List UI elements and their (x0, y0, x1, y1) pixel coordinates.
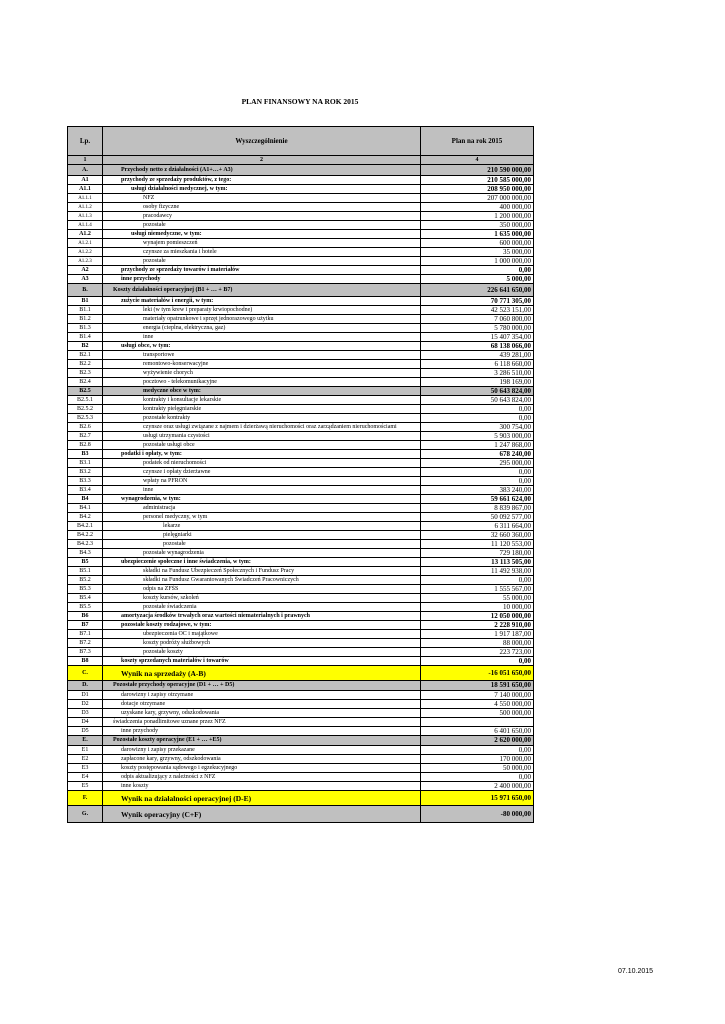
row-lp: A1.2.1 (68, 239, 103, 248)
row-lp: B7.3 (68, 648, 103, 657)
row-item: pracodawcy (103, 212, 421, 221)
row-lp: B2.1 (68, 351, 103, 360)
table-row (68, 185, 534, 194)
row-plan-value: 18 591 650,00 (421, 681, 534, 691)
row-lp: D5 (68, 727, 103, 736)
table-row (68, 549, 534, 558)
row-item: pozostałe wynagrodzenia (103, 549, 421, 558)
row-plan-value: 226 641 650,00 (421, 284, 534, 297)
row-lp: B3.4 (68, 486, 103, 495)
row-item: Wynik na sprzedaży (A-B) (103, 666, 421, 681)
row-lp: B1.1 (68, 306, 103, 315)
table-row (68, 297, 534, 306)
table-row (68, 791, 534, 806)
row-item: pozostałe (103, 540, 421, 549)
row-lp: A3 (68, 275, 103, 284)
row-plan-value: 50 092 577,00 (421, 513, 534, 522)
row-item: zużycie materiałów i energii, w tym: (103, 297, 421, 306)
row-plan-value: 0,00 (421, 477, 534, 486)
table-row (68, 459, 534, 468)
row-plan-value: 0,00 (421, 576, 534, 585)
row-item: uzyskane kary, grzywny, odszkodowania (103, 709, 421, 718)
table-row (68, 773, 534, 782)
row-lp: B1 (68, 297, 103, 306)
row-lp: A1.2.2 (68, 248, 103, 257)
row-lp: B2.3 (68, 369, 103, 378)
row-plan-value: 6 118 660,00 (421, 360, 534, 369)
table-row (68, 194, 534, 203)
table-row (68, 639, 534, 648)
row-item: osoby fizyczne (103, 203, 421, 212)
row-lp: B3.3 (68, 477, 103, 486)
row-plan-value: 4 550 000,00 (421, 700, 534, 709)
table-row (68, 806, 534, 823)
row-plan-value: 35 000,00 (421, 248, 534, 257)
row-plan-value: 42 523 151,00 (421, 306, 534, 315)
row-item: odpis na ZFŚS (103, 585, 421, 594)
header-item: Wyszczególnienie (103, 127, 421, 156)
column-number-item: 2 (103, 156, 421, 165)
row-item: koszty postępowania sądowego i egzekucyjnego (103, 764, 421, 773)
table-row (68, 468, 534, 477)
row-plan-value: 383 240,00 (421, 486, 534, 495)
row-lp: B2.4 (68, 378, 103, 387)
row-plan-value: 88 000,00 (421, 639, 534, 648)
row-plan-value: 50 000,00 (421, 764, 534, 773)
table-row (68, 423, 534, 432)
row-lp: G. (68, 806, 103, 823)
row-item: inne (103, 333, 421, 342)
row-lp: B4 (68, 495, 103, 504)
header-plan: Plan na rok 2015 (421, 127, 534, 156)
row-plan-value: 6 401 650,00 (421, 727, 534, 736)
row-lp: B2.5.1 (68, 396, 103, 405)
row-item: koszty podróży służbowych (103, 639, 421, 648)
row-item: dotacje otrzymane (103, 700, 421, 709)
table-row (68, 315, 534, 324)
row-item: wyżywienie chorych (103, 369, 421, 378)
row-plan-value: 0,00 (421, 773, 534, 782)
row-lp: D3 (68, 709, 103, 718)
row-plan-value: 6 311 664,00 (421, 522, 534, 531)
row-plan-value: -80 000,00 (421, 806, 534, 823)
row-lp: A2 (68, 266, 103, 275)
row-item: czynsze oraz usługi związane z najmem i dzierżawą nieruchomości oraz zarządzaniem nieruchomościami (103, 423, 421, 432)
table-row (68, 306, 534, 315)
table-row (68, 221, 534, 230)
table-header-row (68, 127, 534, 156)
row-item: usługi działalności medycznej, w tym: (103, 185, 421, 194)
row-item: pozostałe koszty rodzajowe, w tym: (103, 621, 421, 630)
row-lp: B1.2 (68, 315, 103, 324)
row-item: podatek od nieruchomości (103, 459, 421, 468)
table-row (68, 648, 534, 657)
row-plan-value: 15 971 650,00 (421, 791, 534, 806)
row-lp: B1.3 (68, 324, 103, 333)
table-row (68, 378, 534, 387)
row-lp: E2 (68, 755, 103, 764)
row-plan-value: 1 917 187,00 (421, 630, 534, 639)
table-row (68, 230, 534, 239)
row-plan-value: 210 590 000,00 (421, 165, 534, 176)
row-plan-value: 223 723,00 (421, 648, 534, 657)
row-lp: A1.1.4 (68, 221, 103, 230)
table-row (68, 558, 534, 567)
row-item: pocztowo - telekomunikacyjne (103, 378, 421, 387)
row-lp: B4.1 (68, 504, 103, 513)
row-item: składki na Fundusz Gwarantowanych Świadczeń Pracowniczych (103, 576, 421, 585)
row-plan-value: 295 000,00 (421, 459, 534, 468)
table-row (68, 324, 534, 333)
row-lp: B5 (68, 558, 103, 567)
row-plan-value: 11 492 938,00 (421, 567, 534, 576)
row-lp: B3.1 (68, 459, 103, 468)
row-item: wynajem pomieszczeń (103, 239, 421, 248)
row-plan-value: 5 000,00 (421, 275, 534, 284)
row-plan-value: 300 754,00 (421, 423, 534, 432)
row-lp: B3.2 (68, 468, 103, 477)
row-lp: B. (68, 284, 103, 297)
table-row (68, 176, 534, 185)
table-row (68, 203, 534, 212)
row-item: administracja (103, 504, 421, 513)
row-item: Pozostałe koszty operacyjne (E1 + … +E5) (103, 736, 421, 746)
table-row (68, 764, 534, 773)
row-item: pozostałe (103, 257, 421, 266)
row-lp: E. (68, 736, 103, 746)
row-item: darowizny i zapisy otrzymane (103, 691, 421, 700)
column-number-plan: 4 (421, 156, 534, 165)
row-plan-value: 7 140 000,00 (421, 691, 534, 700)
table-row (68, 755, 534, 764)
row-lp: B4.2 (68, 513, 103, 522)
row-plan-value: 1 000 000,00 (421, 257, 534, 266)
row-lp: B7.1 (68, 630, 103, 639)
row-lp: B4.2.1 (68, 522, 103, 531)
row-item: Pozostałe przychody operacyjne (D1 + … + D5) (103, 681, 421, 691)
row-plan-value: 1 200 000,00 (421, 212, 534, 221)
table-row (68, 718, 534, 727)
row-plan-value: 0,00 (421, 414, 534, 423)
row-item: usługi obce, w tym: (103, 342, 421, 351)
row-item: usługi utrzymania czystości (103, 432, 421, 441)
row-lp: B3 (68, 450, 103, 459)
table-row (68, 567, 534, 576)
row-plan-value: 15 407 354,00 (421, 333, 534, 342)
row-plan-value: -16 051 650,00 (421, 666, 534, 681)
row-plan-value: 729 180,00 (421, 549, 534, 558)
table-row (68, 450, 534, 459)
row-plan-value: 7 060 800,00 (421, 315, 534, 324)
row-item: pielęgniarki (103, 531, 421, 540)
row-lp: B5.1 (68, 567, 103, 576)
row-plan-value: 32 660 360,00 (421, 531, 534, 540)
row-item: przychody ze sprzedaży produktów, z tego: (103, 176, 421, 185)
row-lp: A1.1 (68, 185, 103, 194)
row-plan-value (421, 718, 534, 727)
row-lp: B2.2 (68, 360, 103, 369)
row-lp: A1.1.2 (68, 203, 103, 212)
row-plan-value: 1 635 000,00 (421, 230, 534, 239)
row-plan-value: 210 585 000,00 (421, 176, 534, 185)
header-lp: Lp. (68, 127, 103, 156)
row-plan-value: 11 120 553,00 (421, 540, 534, 549)
table-row (68, 486, 534, 495)
row-item: czynsze za mieszkania i hotele (103, 248, 421, 257)
row-plan-value: 0,00 (421, 657, 534, 666)
table-row (68, 585, 534, 594)
row-item: remontowo-konserwacyjne (103, 360, 421, 369)
row-lp: B1.4 (68, 333, 103, 342)
table-row (68, 746, 534, 755)
table-row (68, 782, 534, 791)
table-row (68, 612, 534, 621)
table-row (68, 700, 534, 709)
row-lp: C. (68, 666, 103, 681)
row-plan-value: 400 000,00 (421, 203, 534, 212)
row-plan-value: 70 771 305,00 (421, 297, 534, 306)
row-lp: B2.8 (68, 441, 103, 450)
row-lp: B8 (68, 657, 103, 666)
row-item: pozostałe świadczenia (103, 603, 421, 612)
table-row (68, 477, 534, 486)
row-item: ubezpieczenia OC i majątkowe (103, 630, 421, 639)
table-row (68, 441, 534, 450)
table-row (68, 630, 534, 639)
row-lp: B5.4 (68, 594, 103, 603)
row-lp: B4.3 (68, 549, 103, 558)
row-lp: E4 (68, 773, 103, 782)
row-plan-value: 0,00 (421, 468, 534, 477)
row-lp: E5 (68, 782, 103, 791)
row-plan-value: 5 780 000,00 (421, 324, 534, 333)
row-plan-value: 10 000,00 (421, 603, 534, 612)
row-item: świadczenia ponadlimitowe uznane przez NFZ (103, 718, 421, 727)
document-date: 07.10.2015 (618, 968, 654, 975)
row-plan-value: 1 555 567,00 (421, 585, 534, 594)
row-lp: B5.2 (68, 576, 103, 585)
row-lp: A1.2 (68, 230, 103, 239)
row-lp: B6 (68, 612, 103, 621)
row-plan-value: 170 000,00 (421, 755, 534, 764)
row-item: energia (cieplna, elektryczna, gaz) (103, 324, 421, 333)
table-row (68, 396, 534, 405)
row-item: koszty sprzedanych materiałów i towarów (103, 657, 421, 666)
table-row (68, 369, 534, 378)
row-item: usługi niemedyczne, w tym: (103, 230, 421, 239)
row-lp: B2.5.3 (68, 414, 103, 423)
table-row (68, 266, 534, 275)
row-plan-value: 1 247 868,00 (421, 441, 534, 450)
row-item: darowizny i zapisy przekazane (103, 746, 421, 755)
table-row (68, 284, 534, 297)
table-row (68, 333, 534, 342)
row-plan-value: 13 113 505,00 (421, 558, 534, 567)
row-item: odpis aktualizujący z należności z NFZ (103, 773, 421, 782)
row-plan-value: 208 950 000,00 (421, 185, 534, 194)
row-item: inne koszty (103, 782, 421, 791)
row-plan-value: 500 000,00 (421, 709, 534, 718)
row-item: amortyzacja środków trwałych oraz wartości niematerialnych i prawnych (103, 612, 421, 621)
row-item: Koszty działalności operacyjnej (B1 + … + B7) (103, 284, 421, 297)
row-plan-value: 678 240,00 (421, 450, 534, 459)
row-lp: E3 (68, 764, 103, 773)
row-item: kontrakty i konsultacje lekarskie (103, 396, 421, 405)
row-item: kontrakty pielęgniarskie (103, 405, 421, 414)
row-lp: B2 (68, 342, 103, 351)
table-row (68, 275, 534, 284)
table-row (68, 504, 534, 513)
table-row (68, 360, 534, 369)
row-lp: B7.2 (68, 639, 103, 648)
document-title: PLAN FINANSOWY NA ROK 2015 (241, 97, 359, 106)
table-row (68, 495, 534, 504)
row-lp: A1 (68, 176, 103, 185)
row-lp: A. (68, 165, 103, 176)
row-lp: E1 (68, 746, 103, 755)
row-item: inne przychody (103, 727, 421, 736)
row-plan-value: 8 839 867,00 (421, 504, 534, 513)
table-row (68, 727, 534, 736)
row-item: Wynik operacyjny (C+F) (103, 806, 421, 823)
table-row (68, 248, 534, 257)
table-row (68, 576, 534, 585)
table-row (68, 531, 534, 540)
table-row (68, 165, 534, 176)
table-row (68, 513, 534, 522)
row-item: koszty kursów, szkoleń (103, 594, 421, 603)
table-row (68, 387, 534, 396)
row-plan-value: 198 169,00 (421, 378, 534, 387)
row-item: personel medyczny, w tym (103, 513, 421, 522)
row-lp: B2.5 (68, 387, 103, 396)
row-lp: B4.2.2 (68, 531, 103, 540)
row-item: pozostałe usługi obce (103, 441, 421, 450)
table-row (68, 342, 534, 351)
row-item: podatki i opłaty, w tym: (103, 450, 421, 459)
row-lp: B5.5 (68, 603, 103, 612)
table-row (68, 603, 534, 612)
table-row (68, 414, 534, 423)
row-lp: A1.1.3 (68, 212, 103, 221)
row-plan-value: 350 000,00 (421, 221, 534, 230)
row-item: materiały opatrunkowe i sprzęt jednorazowego użytku (103, 315, 421, 324)
row-item: ubezpieczenie społeczne i inne świadczenia, w tym: (103, 558, 421, 567)
row-item: pozostałe kontrakty (103, 414, 421, 423)
row-lp: B2.6 (68, 423, 103, 432)
row-item: Przychody netto z działalności (A1+…+ A3) (103, 165, 421, 176)
table-row (68, 691, 534, 700)
row-plan-value: 0,00 (421, 405, 534, 414)
table-row (68, 257, 534, 266)
row-plan-value: 207 000 000,00 (421, 194, 534, 203)
row-lp: D. (68, 681, 103, 691)
row-plan-value: 2 228 910,00 (421, 621, 534, 630)
row-item: lekarze (103, 522, 421, 531)
row-item: składki na Fundusz Ubezpieczeń Społecznych i Fundusz Pracy (103, 567, 421, 576)
row-lp: F. (68, 791, 103, 806)
row-plan-value: 600 000,00 (421, 239, 534, 248)
row-plan-value: 50 643 824,00 (421, 387, 534, 396)
table-row (68, 522, 534, 531)
table-row (68, 657, 534, 666)
row-plan-value: 2 620 000,00 (421, 736, 534, 746)
table-row (68, 540, 534, 549)
row-item: czynsze i opłaty dzierżawne (103, 468, 421, 477)
row-item: pozostałe koszty (103, 648, 421, 657)
row-plan-value: 12 050 000,00 (421, 612, 534, 621)
column-number-lp: 1 (68, 156, 103, 165)
row-plan-value: 3 286 510,00 (421, 369, 534, 378)
row-lp: B2.7 (68, 432, 103, 441)
row-lp: B5.3 (68, 585, 103, 594)
row-plan-value: 59 661 624,00 (421, 495, 534, 504)
row-item: wynagrodzenia, w tym: (103, 495, 421, 504)
table-row (68, 405, 534, 414)
row-lp: B7 (68, 621, 103, 630)
row-item: wpłaty na PFRON (103, 477, 421, 486)
row-plan-value: 68 138 066,00 (421, 342, 534, 351)
row-item: przychody ze sprzedaży towarów i materiałów (103, 266, 421, 275)
row-lp: A1.2.3 (68, 257, 103, 266)
table-row (68, 239, 534, 248)
row-lp: D4 (68, 718, 103, 727)
financial-plan-table (67, 126, 534, 823)
table-row (68, 432, 534, 441)
row-item: NFZ (103, 194, 421, 203)
row-plan-value: 0,00 (421, 746, 534, 755)
table-row (68, 621, 534, 630)
row-lp: B2.5.2 (68, 405, 103, 414)
row-plan-value: 55 000,00 (421, 594, 534, 603)
row-plan-value: 2 400 000,00 (421, 782, 534, 791)
row-lp: A1.1.1 (68, 194, 103, 203)
row-plan-value: 0,00 (421, 266, 534, 275)
row-lp: D2 (68, 700, 103, 709)
row-item: inne (103, 486, 421, 495)
row-lp: B4.2.3 (68, 540, 103, 549)
table-row (68, 351, 534, 360)
table-row (68, 666, 534, 681)
row-lp: D1 (68, 691, 103, 700)
row-item: medyczne obce w tym: (103, 387, 421, 396)
row-plan-value: 439 281,00 (421, 351, 534, 360)
table-row (68, 736, 534, 746)
row-item: inne przychody (103, 275, 421, 284)
row-item: Wynik na działalności operacyjnej (D-E) (103, 791, 421, 806)
row-item: zapłacone kary, grzywny, odszkodowania (103, 755, 421, 764)
row-item: leki (w tym krew i preparaty krwiopochodne) (103, 306, 421, 315)
column-number-row (68, 156, 534, 165)
table-row (68, 709, 534, 718)
table-row (68, 681, 534, 691)
row-plan-value: 50 643 824,00 (421, 396, 534, 405)
row-item: transportowe (103, 351, 421, 360)
table-row (68, 212, 534, 221)
table-row (68, 594, 534, 603)
row-item: pozostałe (103, 221, 421, 230)
row-plan-value: 5 903 000,00 (421, 432, 534, 441)
